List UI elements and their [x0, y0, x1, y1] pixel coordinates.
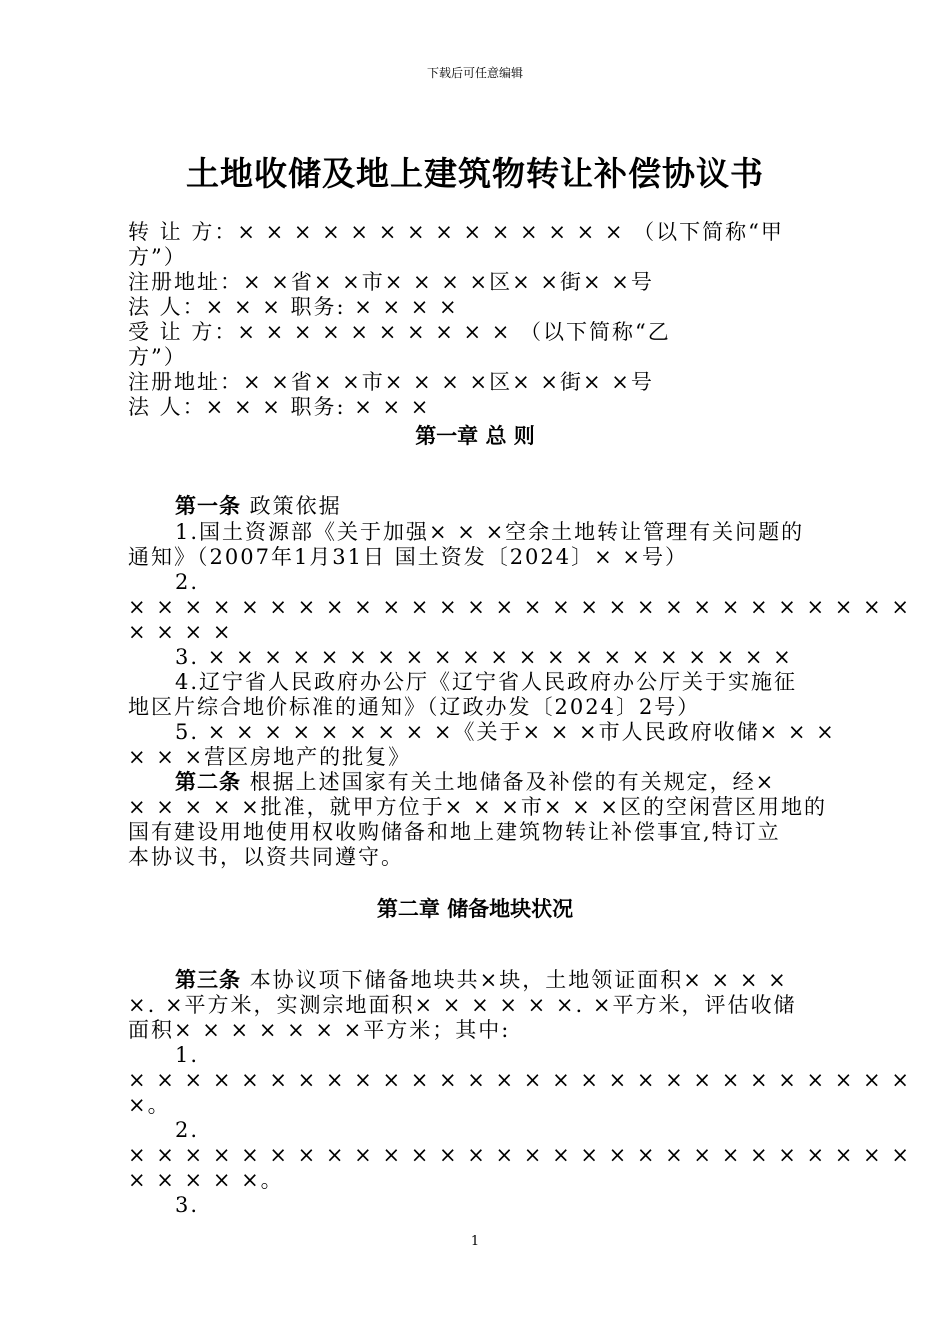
article-1-heading	[175, 494, 342, 519]
art1-item1-line2: 通知》（2007年1月31日 国土资发〔2024〕× ×号）	[128, 545, 689, 569]
article-2-label: 第二条	[175, 770, 241, 794]
article-1-text: 政策依据	[241, 494, 342, 518]
article-1-label: 第一条	[175, 494, 241, 518]
page-number: 1	[470, 1234, 480, 1249]
art1-item3: 3. × × × × × × × × × × × × × × × × × × × × ×	[175, 645, 793, 669]
art1-item2-line3: × × × ×	[128, 620, 233, 644]
art3-item1-line2: × × × × × × × × × × × × × × × × × × × × × × × × × × × ×	[128, 1068, 911, 1092]
chapter-1-heading: 第一章 总 则	[415, 424, 535, 448]
page-header: 下载后可任意编辑	[426, 66, 523, 80]
article-3-text: 本协议项下储备地块共×块，土地领证面积× × × ×	[249, 968, 788, 992]
transferor-address: 注册地址：× ×省× ×市× × × ×区× ×街× ×号	[128, 270, 654, 294]
article-2-line1	[175, 770, 775, 795]
article-3-line2: ×. ×平方米，实测宗地面积× × × × × ×. ×平方米，评估收储	[128, 993, 797, 1017]
article-3-line3: 面积× × × × × × ×平方米；其中:	[128, 1018, 511, 1042]
transferee-legal-rep: 法 人：× × × 职务: × × ×	[128, 395, 431, 419]
art3-item2-line3: × × × × ×。	[128, 1168, 284, 1192]
transferee-line: 受 让 方：× × × × × × × × × × （以下简称“乙	[128, 320, 671, 344]
art3-item2-line2: × × × × × × × × × × × × × × × × × × × × × × × × × × × ×	[128, 1143, 911, 1167]
article-3-line1	[175, 968, 788, 993]
chapter-2-heading: 第二章 储备地块状况	[376, 897, 574, 921]
transferee-line-cont: 方”）	[128, 345, 187, 369]
article-2-line3: 国有建设用地使用权收购储备和地上建筑物转让补偿事宜,特订立	[128, 820, 781, 844]
art1-item2-line1: 2.	[175, 570, 200, 594]
document-title: 土地收储及地上建筑物转让补偿协议书	[186, 154, 764, 193]
art1-item4-line2: 地区片综合地价标准的通知》（辽政办发〔2024〕2号）	[128, 695, 701, 719]
art1-item5-line1: 5. × × × × × × × × ×《关于× × ×市人民政府收储× × ×	[175, 720, 836, 744]
art3-item3-line1: 3.	[175, 1193, 200, 1217]
art1-item4-line1: 4.辽宁省人民政府办公厅《辽宁省人民政府办公厅关于实施征	[175, 670, 798, 694]
art1-item2-line2: × × × × × × × × × × × × × × × × × × × × × × × × × × × ×	[128, 595, 911, 619]
article-2-line4: 本协议书，以资共同遵守。	[128, 845, 404, 869]
transferee-address: 注册地址：× ×省× ×市× × × ×区× ×街× ×号	[128, 370, 654, 394]
art3-item1-line3: ×。	[128, 1093, 171, 1117]
art1-item5-line2: × × ×营区房地产的批复》	[128, 745, 412, 769]
art3-item1-line1: 1.	[175, 1043, 200, 1067]
article-3-label: 第三条	[175, 968, 241, 992]
transferor-legal-rep: 法 人：× × × 职务: × × × ×	[128, 295, 459, 319]
transferor-line: 转 让 方：× × × × × × × × × × × × × × （以下简称“甲	[128, 220, 784, 244]
article-2-line2: × × × × ×批准，就甲方位于× × ×市× × ×区的空闲营区用地的	[128, 795, 827, 819]
transferor-line-cont: 方”）	[128, 245, 187, 269]
art3-item2-line1: 2.	[175, 1118, 200, 1142]
art1-item1-line1: 1.国土资源部《关于加强× × ×空余土地转让管理有关问题的	[175, 520, 805, 544]
article-2-text: 根据上述国家有关土地储备及补偿的有关规定，经×	[249, 770, 776, 794]
